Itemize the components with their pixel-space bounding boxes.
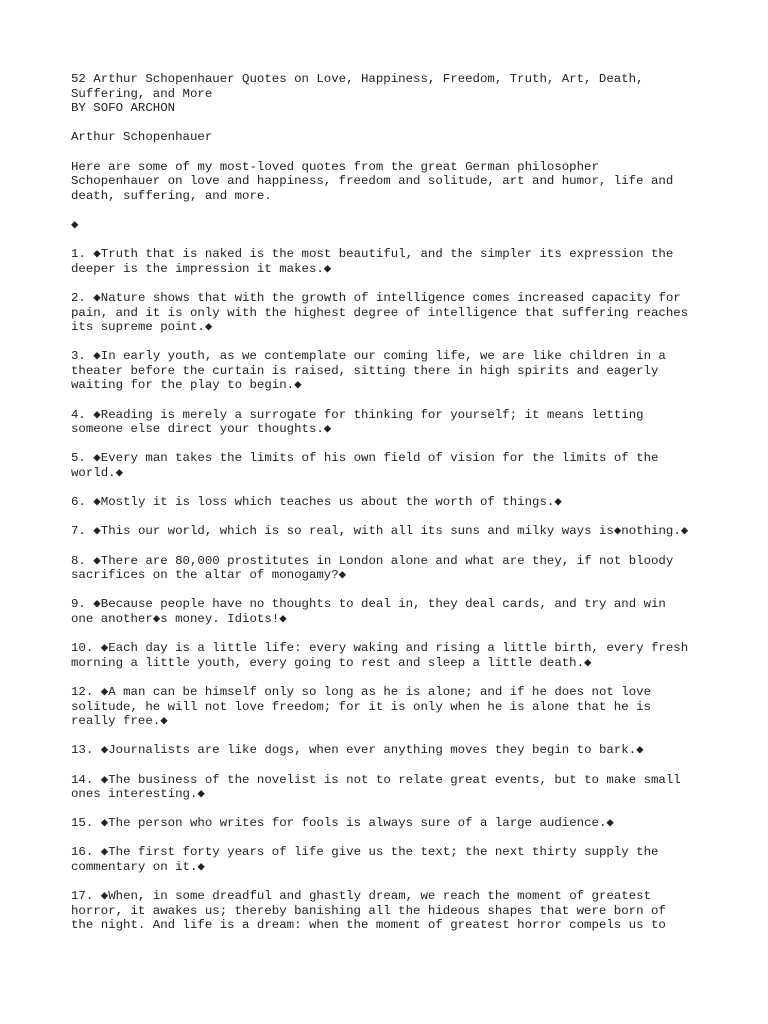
quote-line: 13. ◆Journalists are like dogs, when ever anything moves they begin to bark.◆ [71, 743, 644, 758]
intro-paragraph [71, 160, 708, 204]
quote-line: morning a little youth, every going to rest and sleep a little death.◆ [71, 655, 592, 670]
quote-item [71, 495, 708, 510]
quote-line: 8. ◆There are 80,000 prostitutes in London alone and what are they, if not bloody [71, 553, 674, 568]
intro-line-2: Schopenhauer on love and happiness, freedom and solitude, art and humor, life and [71, 174, 674, 189]
quote-line: 5. ◆Every man takes the limits of his own field of vision for the limits of the [71, 451, 659, 466]
quote-line: 15. ◆The person who writes for fools is always sure of a large audience.◆ [71, 816, 614, 831]
quote-item [71, 685, 708, 729]
quote-item [71, 247, 708, 276]
quote-line: world.◆ [71, 466, 124, 481]
quote-list [71, 247, 708, 933]
quote-item [71, 845, 708, 874]
quote-line: solitude, he will not love freedom; for it is only when he is alone that he is [71, 699, 651, 714]
quote-line: commentary on it.◆ [71, 860, 205, 875]
quote-item [71, 773, 708, 802]
quote-line: waiting for the play to begin.◆ [71, 378, 302, 393]
quote-line: 6. ◆Mostly it is loss which teaches us about the worth of things.◆ [71, 495, 562, 510]
quote-line: its supreme point.◆ [71, 320, 213, 335]
quote-item [71, 349, 708, 393]
quote-line: 3. ◆In early youth, as we contemplate our coming life, we are like children in a [71, 349, 666, 364]
quote-line: horror, it awakes us; thereby banishing all the hideous shapes that were born of [71, 903, 666, 918]
quote-item [71, 597, 708, 626]
intro-line-3: death, suffering, and more. [71, 188, 272, 203]
quote-line: really free.◆ [71, 714, 168, 729]
quote-item [71, 291, 708, 335]
quote-line: 12. ◆A man can be himself only so long as he is alone; and if he does not love [71, 684, 652, 699]
quote-line: 9. ◆Because people have no thoughts to deal in, they deal cards, and try and win [71, 597, 666, 612]
quote-line: 2. ◆Nature shows that with the growth of intelligence comes increased capacity for [71, 290, 681, 305]
quote-line: one another◆s money. Idiots!◆ [71, 611, 287, 626]
quote-line: someone else direct your thoughts.◆ [71, 422, 332, 437]
subject-heading [71, 130, 708, 145]
quote-item [71, 554, 708, 583]
quote-line: 10. ◆Each day is a little life: every waking and rising a little birth, every fresh [71, 641, 689, 656]
quote-item [71, 816, 708, 831]
quote-item [71, 641, 708, 670]
quote-item [71, 743, 708, 758]
title-block [71, 72, 708, 116]
quote-item [71, 408, 708, 437]
quote-item [71, 889, 708, 933]
intro-line-1: Here are some of my most-loved quotes from the great German philosopher [71, 159, 599, 174]
quote-line: the night. And life is a dream: when the moment of greatest horror compels us to [71, 918, 666, 933]
quote-line: 1. ◆Truth that is naked is the most beautiful, and the simpler its expression the [71, 247, 674, 262]
quote-line: 17. ◆When, in some dreadful and ghastly dream, we reach the moment of greatest [71, 889, 652, 904]
quote-line: deeper is the impression it makes.◆ [71, 261, 332, 276]
document-title-line-1: 52 Arthur Schopenhauer Quotes on Love, Happiness, Freedom, Truth, Art, Death, [71, 72, 644, 86]
quote-line: pain, and it is only with the highest degree of intelligence that suffering reaches [71, 305, 689, 320]
separator-glyph: ◆ [71, 217, 79, 232]
quote-line: sacrifices on the altar of monogamy?◆ [71, 568, 347, 583]
quote-line: 7. ◆This our world, which is so real, with all its suns and milky ways is◆nothing.◆ [71, 524, 689, 539]
quote-line: 14. ◆The business of the novelist is not to relate great events, but to make small [71, 772, 681, 787]
quote-line: 16. ◆The first forty years of life give us the text; the next thirty supply the [71, 845, 659, 860]
document-title-line-2: Suffering, and More [71, 86, 213, 101]
separator [71, 218, 708, 233]
subject-text: Arthur Schopenhauer [71, 130, 213, 145]
quote-line: 4. ◆Reading is merely a surrogate for thinking for yourself; it means letting [71, 407, 644, 422]
quote-item [71, 451, 708, 480]
quote-line: ones interesting.◆ [71, 787, 205, 802]
quote-item [71, 524, 708, 539]
quote-line: theater before the curtain is raised, sitting there in high spirits and eagerly [71, 363, 659, 378]
byline: BY SOFO ARCHON [71, 101, 176, 116]
